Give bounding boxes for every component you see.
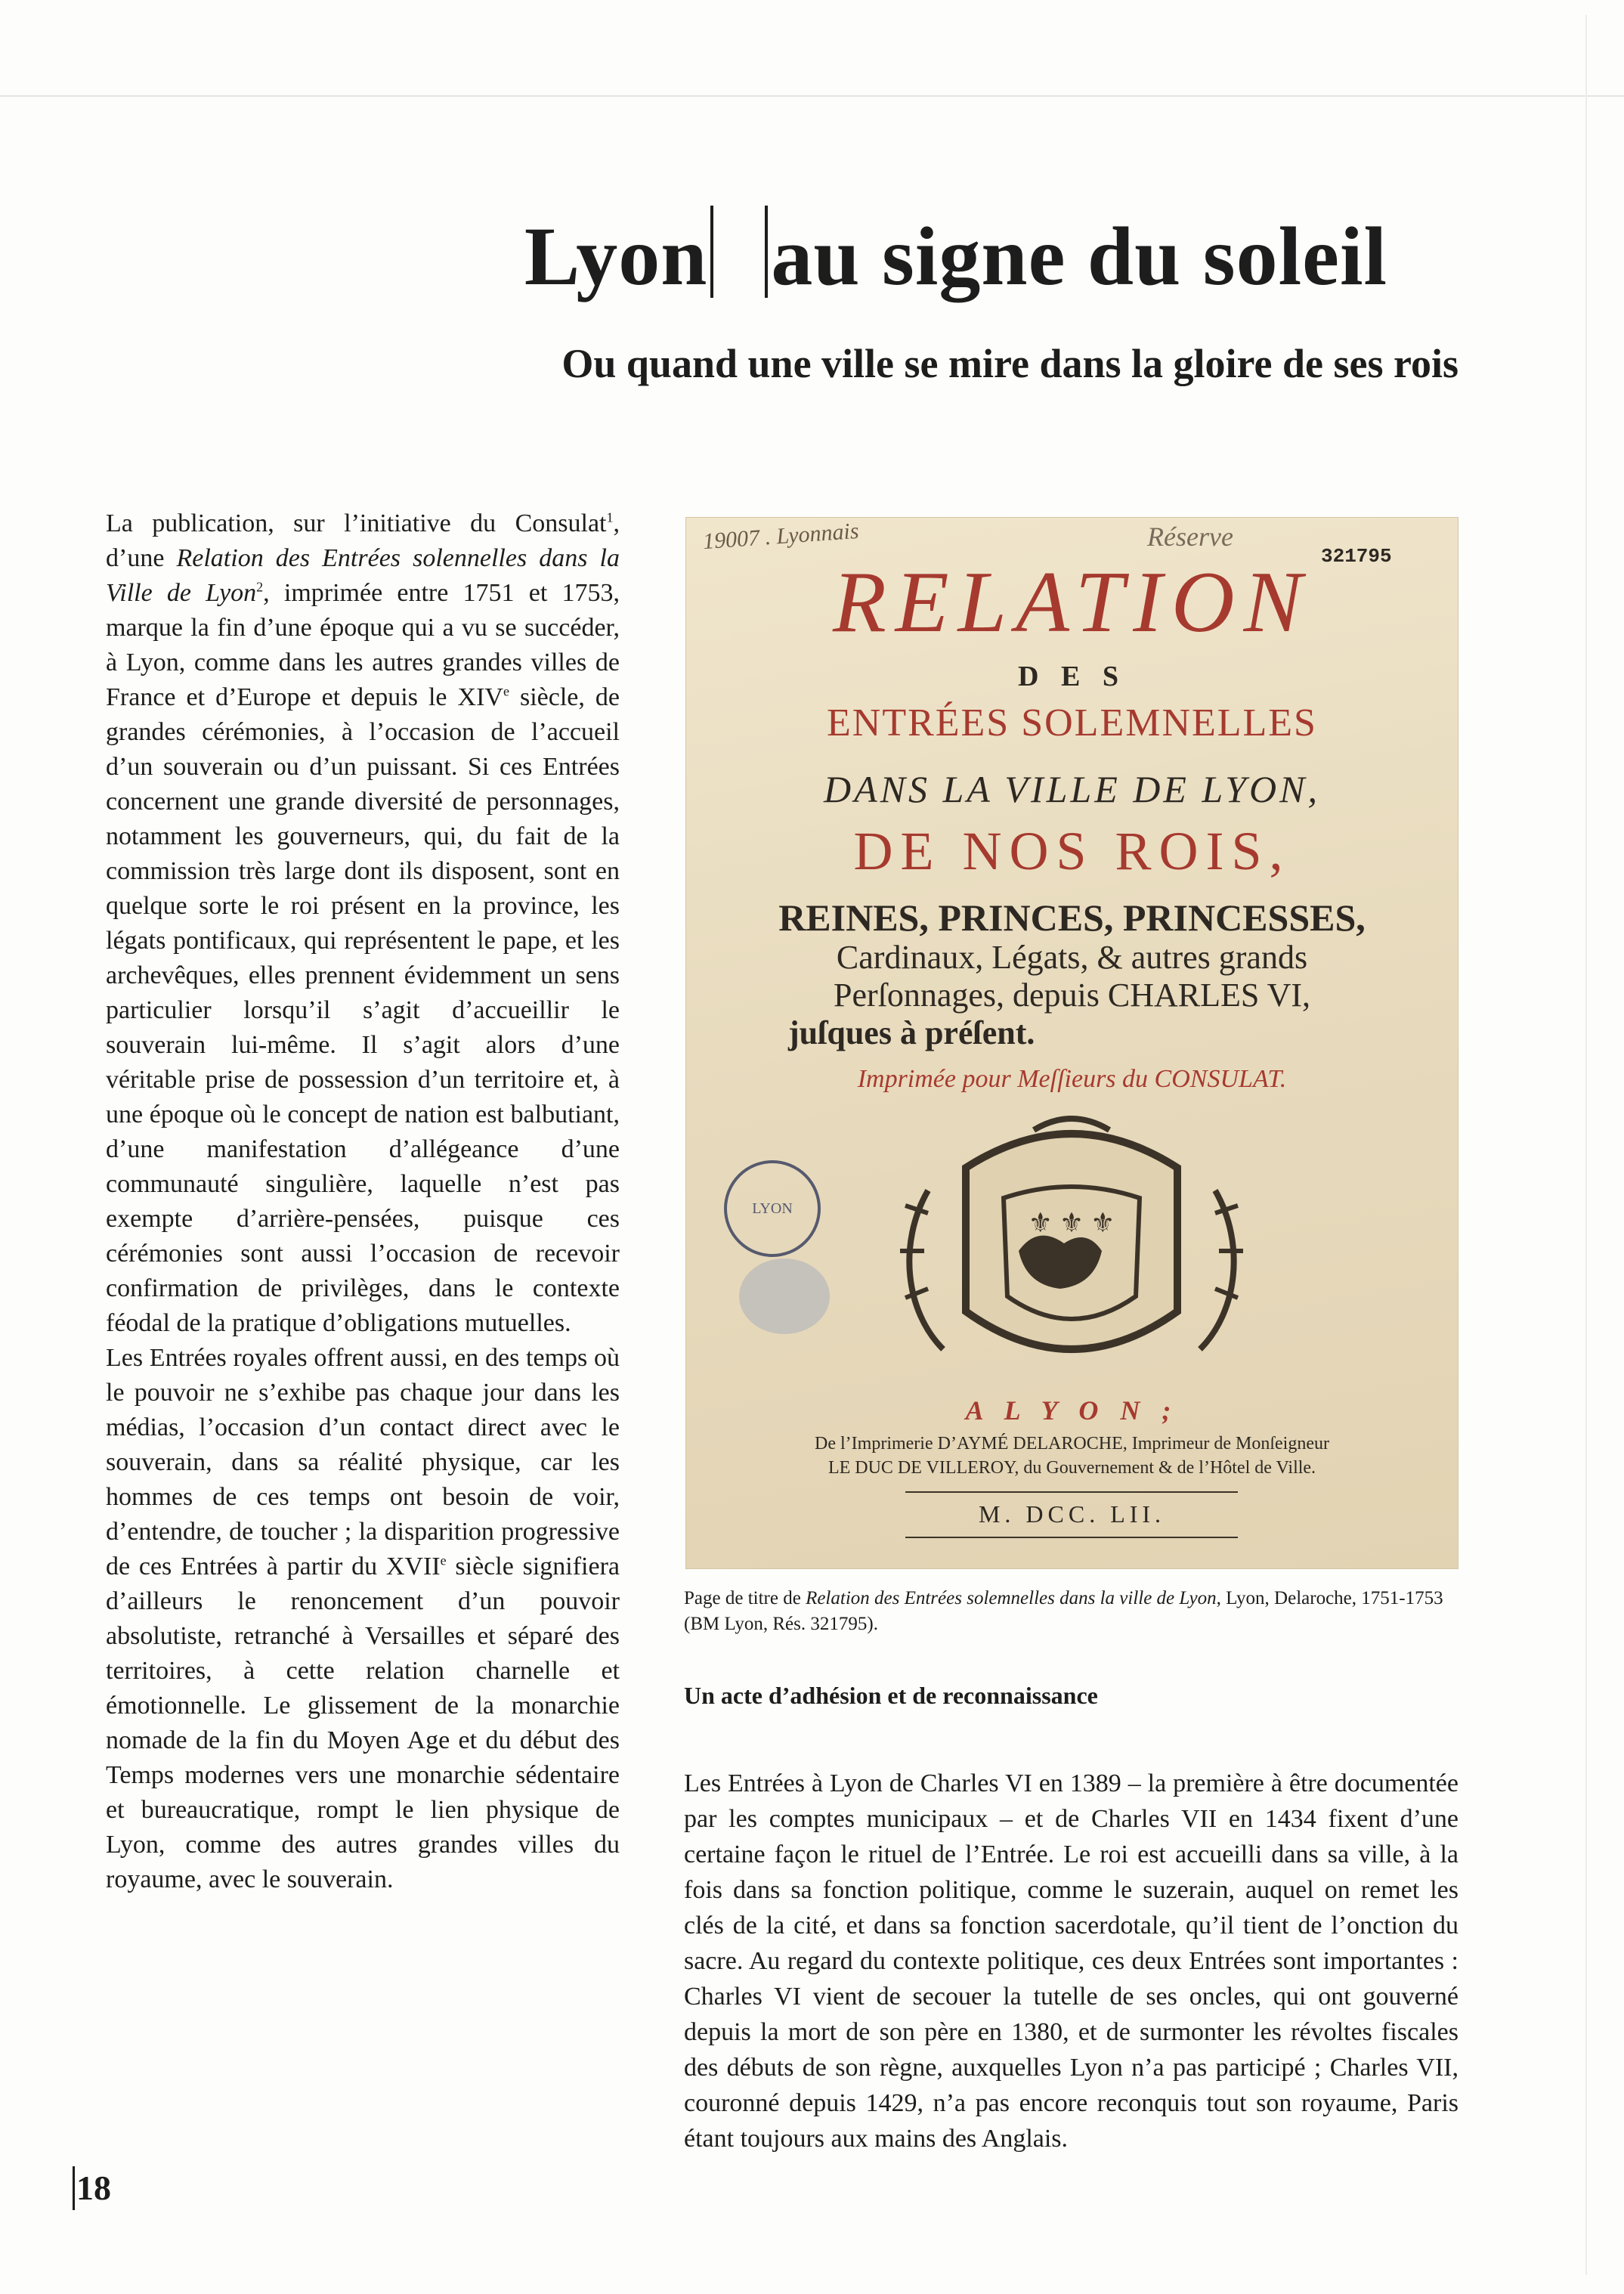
footnote-ref-2: 2: [256, 579, 264, 595]
section-paragraph: Les Entrées à Lyon de Charles VI en 1389 – la première à être documentée par les comptes municipaux – et de Charles VII en 1434 fixent d’une certaine façon le rituel de l’Entrée. Le roi est accueilli dans sa ville, à la fois dans sa fonction politique, comme le suzerain, auquel on remet les clés de la cité, et dans sa fonction sacerdotale, qu’il tient de l’onction du sacre. Au regard du contexte politique, ces deux Entrées sont importantes : Charles VI vient de secouer la tutelle de ses oncles, qui ont gouverné depuis la mort de son père en 1380, et de surmonter les révoltes fiscales des débuts de son règne, auxquelles Lyon n’a pas participé ; Charles VII, couronné depuis 1429, n’a pas encore reconquis tout son royaume, Paris étant toujours aux mains des Anglais.: [684, 1769, 1459, 2153]
handwritten-note-right: Réserve: [1147, 522, 1233, 552]
footnote-ref-1: 1: [606, 509, 614, 525]
page-number: [73, 2166, 111, 2211]
library-stamp: [724, 1160, 821, 1257]
title-marker-right: [765, 206, 768, 298]
left-column: [106, 506, 620, 1897]
text-run: , Lyon, Delaroche, 1751-1753 (BM Lyon, Rés. 321795).: [684, 1588, 1443, 1634]
cardinaux-line: Cardinaux, Légats, & autres grands: [836, 939, 1308, 976]
text-run: Page de titre de: [684, 1588, 806, 1608]
title-part-2: au signe du soleil: [771, 210, 1388, 302]
personnages-line: Perſonnages, depuis CHARLES VI,: [833, 977, 1311, 1014]
century-superscript: e: [440, 1553, 447, 1568]
page-number-text: 18: [76, 2169, 111, 2207]
imprimee-line: Imprimée pour Meſſieurs du CONSULAT.: [857, 1065, 1287, 1093]
dans-line: DANS LA VILLE DE LYON,: [823, 768, 1321, 810]
text-run: La publication, sur l’initiative du Consulat: [106, 509, 607, 537]
text-run: , imprimée entre 1751 et 1753, marque la fin d’une époque qui a vu se succéder, à Lyon, comme dans les autres grandes villes de France et d’Europe et depuis le XIV: [106, 579, 620, 711]
text-run: siècle signifiera d’ailleurs le renoncement d’un pouvoir absolutiste, retranché à Versailles et séparé des territoires, à cette relation charnelle et émotionnelle. Le glissement de la monarchie nomade de la fin du Moyen Age et du début des Temps modernes vers une monarchie sédentaire et bureaucratique, rompt le lien physique de Lyon, comme des autres grandes villes du royaume, avec le souverain.: [106, 1553, 620, 1893]
text-run: siècle, de grandes cérémonies, à l’occasion de l’accueil d’un souverain ou d’un puissant. Si ces Entrées concernent une grande diversité de personnages, notamment les gouverneurs, qui, du fait de la commission très large dont ils disposent, sont en quelque sorte le roi présent en la province, les légats pontificaux, qui représentent le pape, et les archevêques, elles prennent évidemment un sens particulier lorsqu’il s’agit d’accueillir le souverain lui-même. Il s’agit alors d’une véritable prise de possession d’un territoire et, à une époque où le concept de nation est balbutiant, d’une manifestation d’allégeance d’une communauté singulière, laquelle n’est pas exempte d’arrière-pensées, puisque ces cérémonies sont aussi l’occasion de recevoir confirmation de privilèges, dans le contexte féodal de la pratique d’obligations mutuelles.: [106, 683, 620, 1337]
des-line: D E S: [1018, 661, 1126, 692]
date-rule-top: [905, 1491, 1238, 1493]
title-marker-left: [710, 206, 713, 298]
jusques-line: juſques à préſent.: [788, 1014, 1035, 1051]
shelfmark-number: 321795: [1321, 545, 1392, 568]
caption-title: Relation des Entrées solemnelles dans la ville de Lyon: [806, 1588, 1217, 1608]
date-line: M. DCC. LII.: [978, 1500, 1166, 1528]
relation-title: RELATION: [832, 554, 1312, 651]
coat-of-arms-emblem: [883, 1100, 1261, 1402]
text-run: , d’une: [106, 509, 620, 572]
right-column: [684, 1678, 1459, 2156]
paragraph-1: [106, 506, 620, 1341]
date-rule-bottom: [905, 1537, 1238, 1538]
page-subtitle: Ou quand une ville se mire dans la gloire de ses rois: [561, 341, 1459, 386]
page-number-bar: [73, 2166, 75, 2210]
entrees-line: ENTRÉES SOLEMNELLES: [827, 701, 1317, 745]
book-title: Relation des Entrées solennelles dans la Ville de Lyon: [106, 544, 620, 607]
text-run: Les Entrées royales offrent aussi, en des temps où le pouvoir ne s’exhibe pas chaque jour dans les médias, l’occasion d’un contact direct avec le souverain, dans sa réalité physique, car les hommes de ces temps ont besoin de voir, d’entendre, de toucher ; la disparition progressive de ces Entrées à partir du XVII: [106, 1344, 620, 1580]
imprimerie-line-2: LE DUC DE VILLEROY, du Gouvernement & de l’Hôtel de Ville.: [827, 1458, 1316, 1478]
reines-line: REINES, PRINCES, PRINCESSES,: [778, 896, 1366, 939]
alyon-line: A L Y O N ;: [965, 1395, 1179, 1426]
paragraph-2: [106, 1341, 620, 1897]
rois-line: DE NOS ROIS,: [853, 821, 1291, 881]
century-superscript: e: [503, 683, 509, 699]
svg-text:⚜ ⚜ ⚜: ⚜ ⚜ ⚜: [1028, 1208, 1115, 1238]
page-title: [453, 206, 1459, 305]
section-heading: Un acte d’adhésion et de reconnaissance: [684, 1682, 1098, 1709]
seal-stamp: [739, 1258, 830, 1334]
top-rule: [0, 95, 1624, 97]
stamp-text: LYON: [752, 1200, 793, 1217]
figure-caption: [684, 1586, 1459, 1637]
imprimerie-line-1: De l’Imprimerie D’AYMÉ DELAROCHE, Imprimeur de Monſeigneur: [815, 1434, 1329, 1453]
handwritten-note-left: 19007 . Lyonnais: [702, 518, 860, 555]
right-margin-rule: [1585, 15, 1587, 2275]
title-page-image: [685, 517, 1459, 1569]
title-part-1: Lyon: [524, 210, 708, 302]
